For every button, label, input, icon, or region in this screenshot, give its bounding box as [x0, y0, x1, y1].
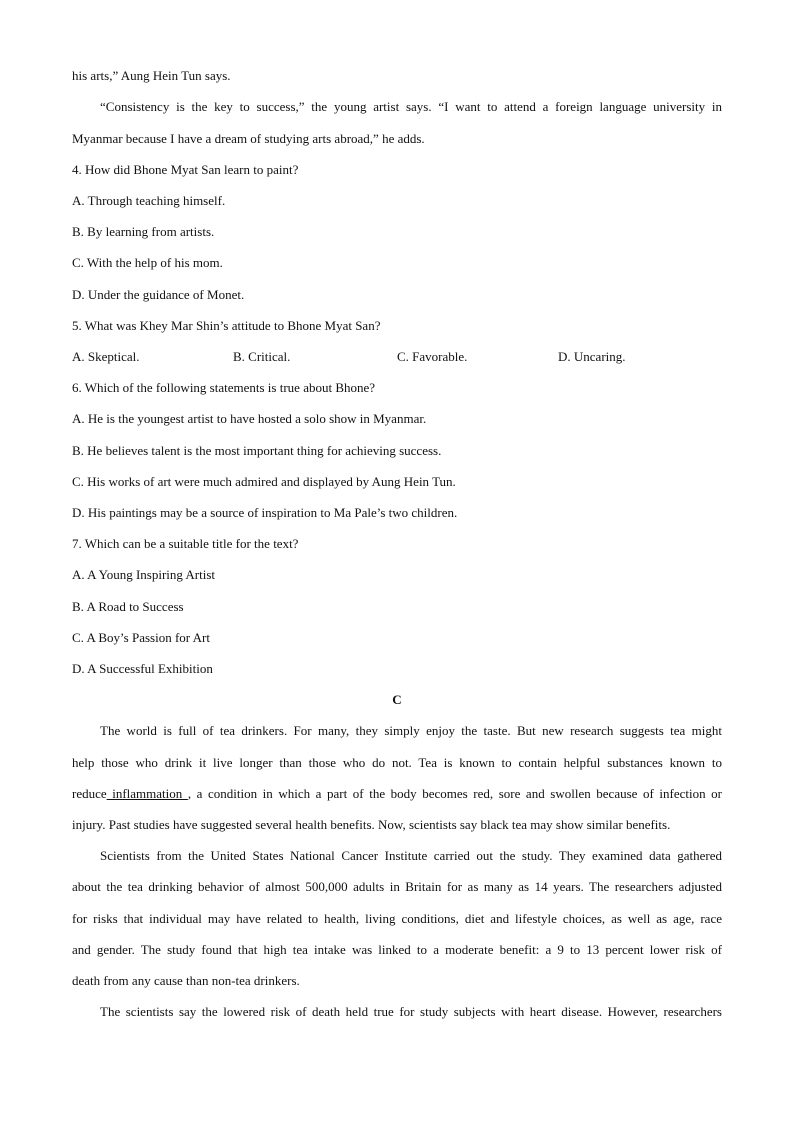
question-6-option-c: C. His works of art were much admired and displayed by Aung Hein Tun. — [72, 474, 456, 489]
question-6-stem: 6. Which of the following statements is true about Bhone? — [72, 380, 376, 395]
passage-text-line: and gender. The study found that high tea intake was linked to a moderate benefit: a 9 to 13 percent lower risk of — [72, 942, 722, 957]
passage-text-line: death from any cause than non-tea drinkers. — [72, 973, 300, 988]
question-4-stem: 4. How did Bhone Myat San learn to paint? — [72, 162, 299, 177]
question-6-option-b: B. He believes talent is the most important thing for achieving success. — [72, 443, 442, 458]
passage-text-line: Myanmar because I have a dream of studying arts abroad,” he adds. — [72, 131, 425, 146]
passage-text-line: his arts,” Aung Hein Tun says. — [72, 68, 231, 83]
question-6-option-d: D. His paintings may be a source of inspiration to Ma Pale’s two children. — [72, 505, 458, 520]
question-6-option-a: A. He is the youngest artist to have hosted a solo show in Myanmar. — [72, 411, 427, 426]
passage-text-line: injury. Past studies have suggested several health benefits. Now, scientists say black tea may show similar benefits. — [72, 817, 671, 832]
question-4-option-b: B. By learning from artists. — [72, 224, 215, 239]
passage-text-line: help those who drink it live longer than those who do not. Tea is known to contain helpful substances known to — [72, 755, 722, 770]
question-7-option-d: D. A Successful Exhibition — [72, 661, 213, 676]
question-5-option-a: A. Skeptical. — [72, 349, 140, 364]
passage-text-line — [72, 778, 722, 809]
passage-text-segment: , a condition in which a part of the body becomes red, sore and swollen because of infection or — [187, 786, 722, 801]
passage-text-line: for risks that individual may have related to health, living conditions, diet and lifestyle choices, as well as age, race — [72, 911, 722, 926]
question-5-option-c: C. Favorable. — [397, 349, 468, 364]
passage-text-line: about the tea drinking behavior of almost 500,000 adults in Britain for as many as 14 years. The researchers adjusted — [72, 879, 722, 894]
passage-text-line: Scientists from the United States National Cancer Institute carried out the study. They examined data gathered — [100, 848, 722, 863]
question-7-option-c: C. A Boy’s Passion for Art — [72, 630, 210, 645]
underlined-word: inflammation — [106, 786, 188, 801]
question-5-option-d: D. Uncaring. — [558, 349, 626, 364]
question-4-option-d: D. Under the guidance of Monet. — [72, 287, 245, 302]
question-7-option-b: B. A Road to Success — [72, 599, 184, 614]
question-4-option-c: C. With the help of his mom. — [72, 255, 223, 270]
passage-text-line: “Consistency is the key to success,” the young artist says. “I want to attend a foreign language university in — [100, 99, 722, 114]
question-7-stem: 7. Which can be a suitable title for the text? — [72, 536, 299, 551]
passage-text-line: The world is full of tea drinkers. For many, they simply enjoy the taste. But new research suggests tea might — [100, 723, 722, 738]
question-5-stem: 5. What was Khey Mar Shin’s attitude to Bhone Myat San? — [72, 318, 381, 333]
question-7-option-a: A. A Young Inspiring Artist — [72, 567, 216, 582]
passage-text-line: The scientists say the lowered risk of death held true for study subjects with heart disease. However, researchers — [100, 1004, 722, 1019]
question-5-option-b: B. Critical. — [233, 349, 291, 364]
passage-text-segment: reduce — [72, 786, 107, 801]
question-4-option-a: A. Through teaching himself. — [72, 193, 226, 208]
section-heading: C — [392, 692, 402, 707]
